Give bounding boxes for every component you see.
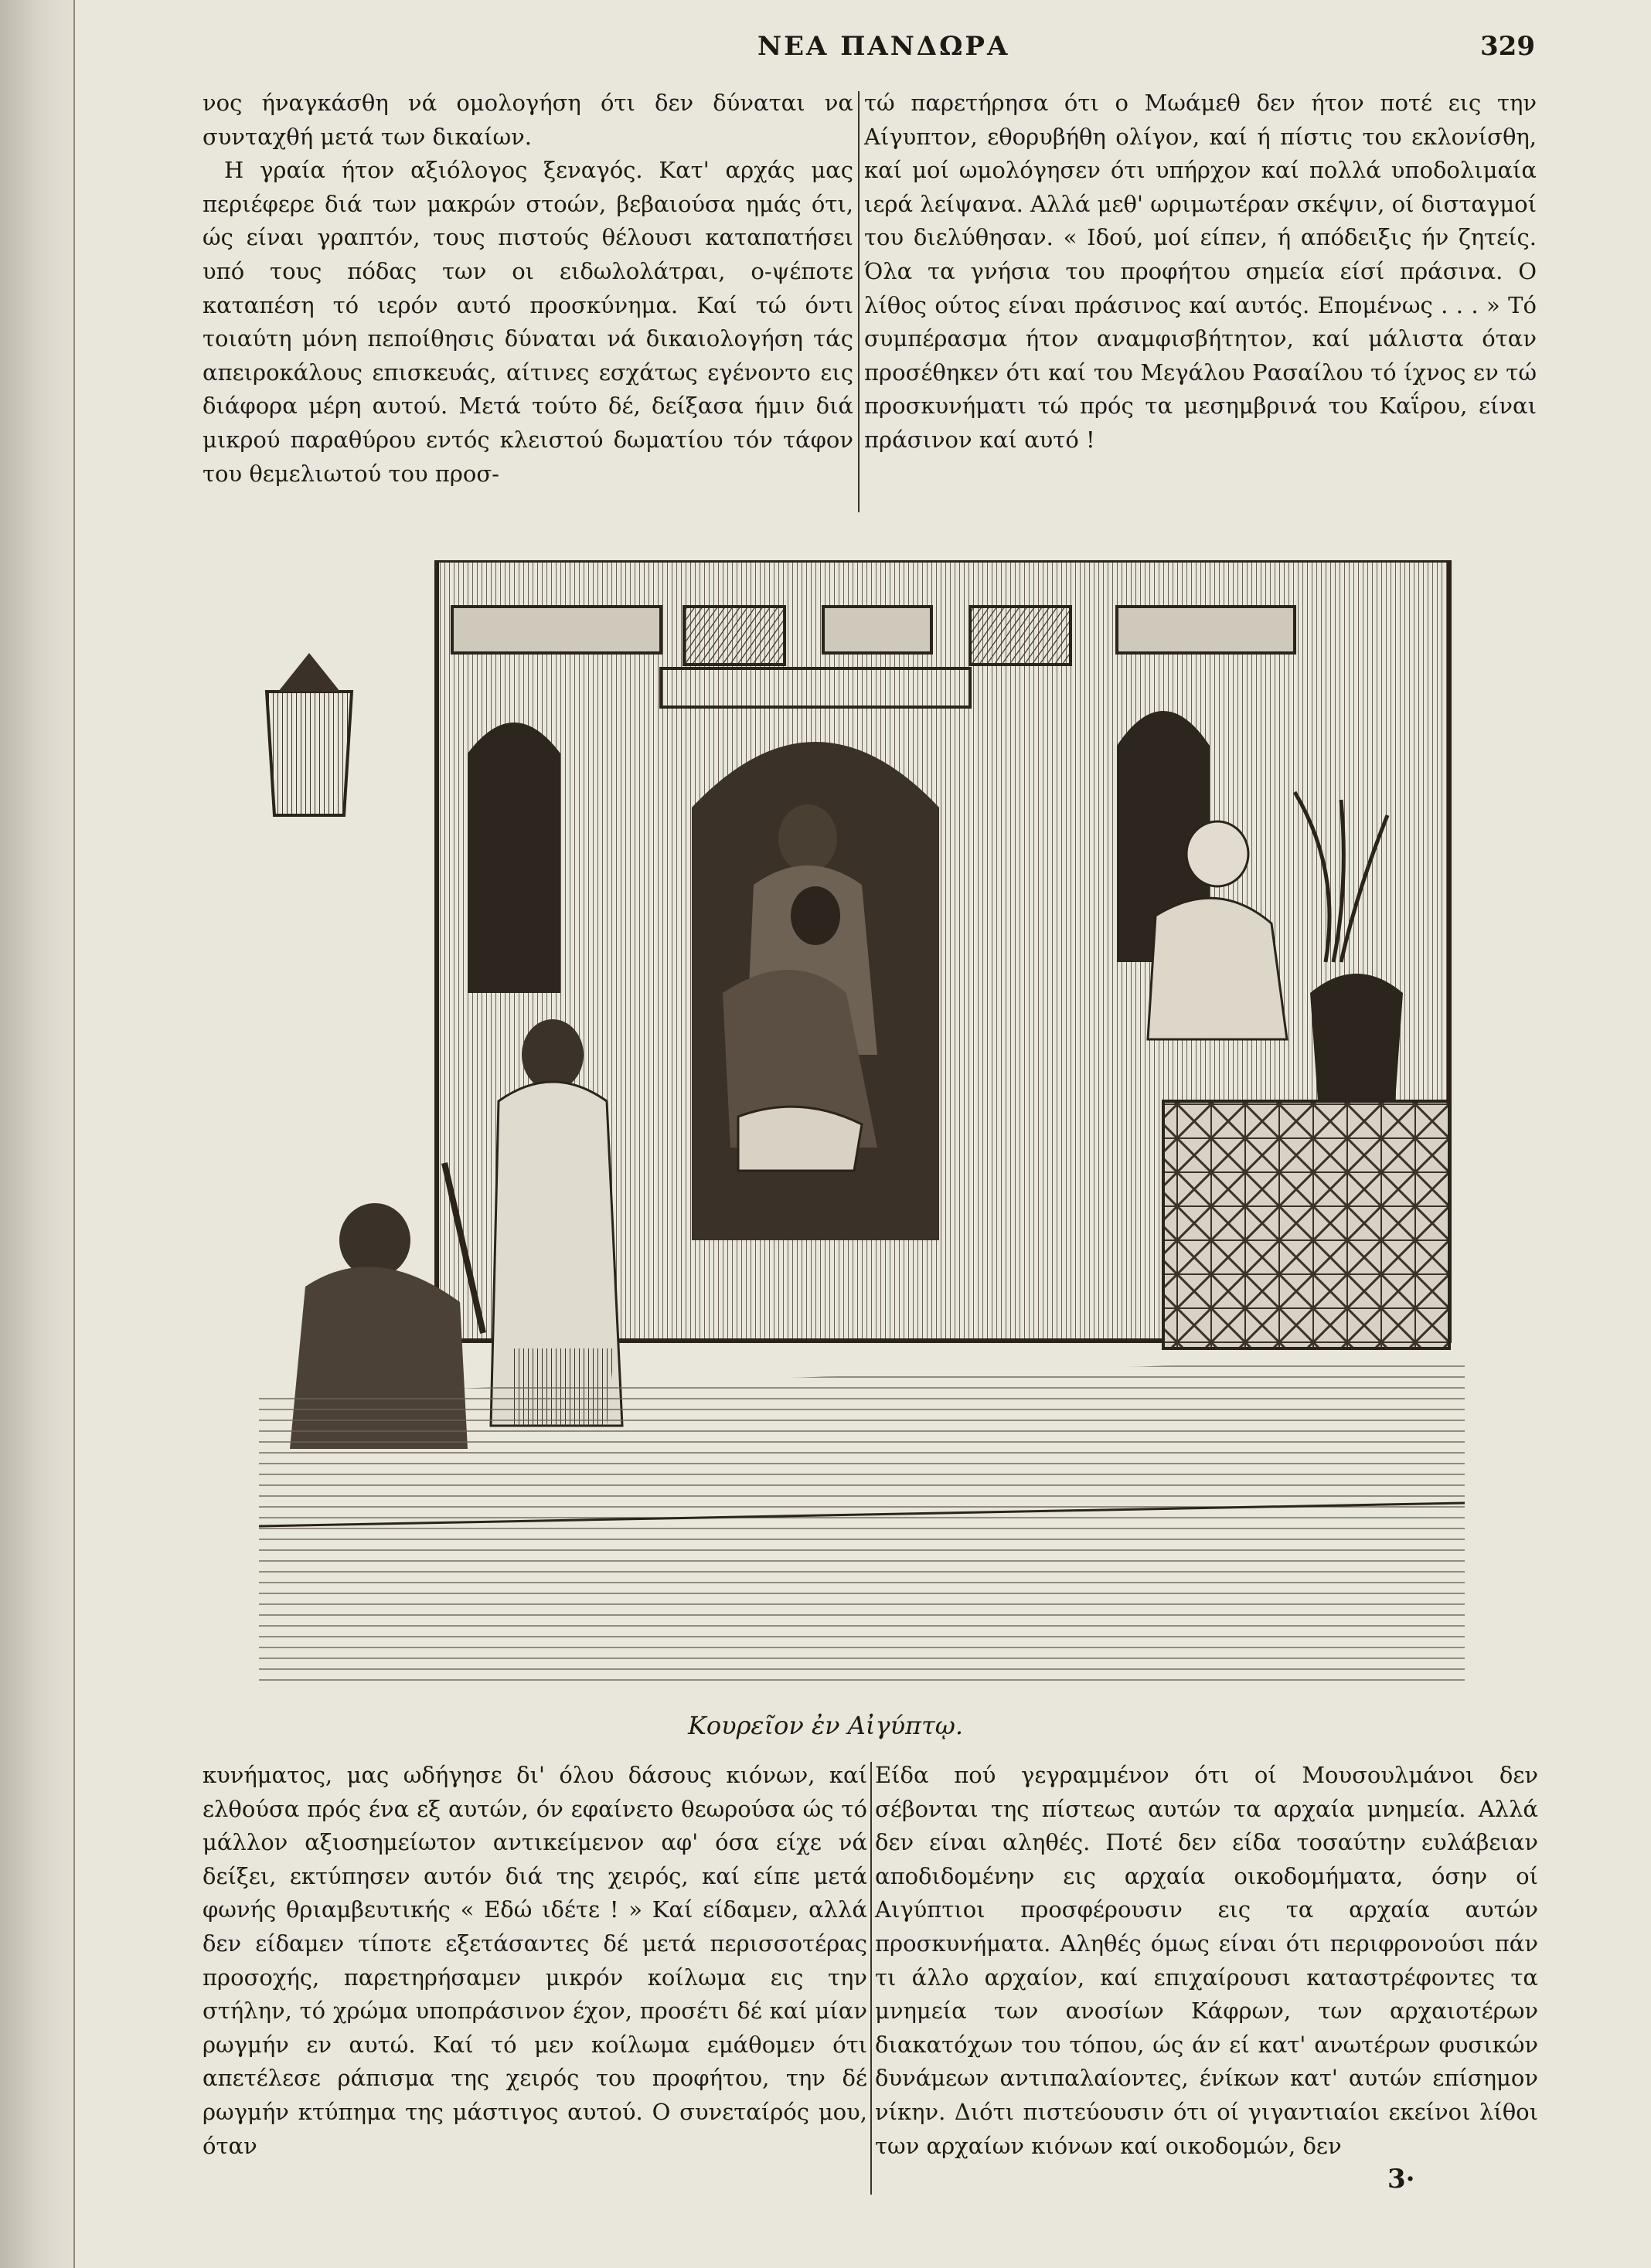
- top-left-column: [203, 87, 853, 491]
- paragraph: κυνήματος, μας ωδήγησε δι' όλου δάσους κιόνων, καί ελθούσα πρός ένα εξ αυτών, όν εφαίνετο θεωρούσα ώς τό μάλλον αξιοσημείωτον αντικείμενον αφ' όσα είχε νά δείξει, εκτύπησεν αυτόν διά της χειρός, καί είπε μετά φωνής θριαμβευτικής « Εδώ ιδέτε ! » Καί είδαμεν, αλλά δεν είδαμεν τίποτε εξετάσαντες δέ μετά περισσοτέρας προσοχής, παρετηρήσαμεν μικρόν κοίλωμα εις την στήλην, τό χρώμα υποπράσινον έχον, προσέτι δέ καί μίαν ρωγμήν εν αυτώ. Καί τό μεν κοίλωμα εμάθομεν ότι απετέλεσε ράπισμα της χειρός του προφήτου, την δέ ρωγμήν κτύπημα της μάστιγος αυτού. Ο συνεταίρός μου, όταν: [203, 1762, 867, 2159]
- bottom-left-column: [203, 1759, 867, 2163]
- book-gutter: [0, 0, 75, 2268]
- paragraph: Είδα πού γεγραμμένον ότι οί Μουσουλμάνοι δεν σέβονται της πίστεως αυτών τα αρχαία μνημεία. Αλλά δεν είναι αληθές. Ποτέ δεν είδα τοσαύτην ευλάβειαν αποδιδομένην εις αρχαία οικοδομήματα, όσην οί Αιγύπτιοι προσφέρουσιν εις τα αρχαία αυτών προσκυνήματα. Αληθές όμως είναι ότι περιφρονούσι πάν τι άλλο αρχαίον, καί επιχαίρουσι καταστρέφοντες τα μνημεία των ανοσίων Κάφρων, των αρχαιοτέρων διακατόχων του τόπου, ώς άν εί κατ' ανωτέρων φυσικών δυνάμεων αντιπαλαίοντες, ένίκων κατ' αυτών επίσημον νίκην. Διότι πιστεύουσιν ότι οί γιγαντιαίοι εκείνοι λίθοι των αρχαίων κιόνων καί οικοδομών, δεν: [875, 1762, 1538, 2159]
- hanging-cage-lantern: [267, 653, 352, 815]
- street-floor: [259, 1356, 1465, 1688]
- column-rule: [870, 1762, 872, 2195]
- paragraph: τώ παρετήρησα ότι ο Μωάμεθ δεν ήτον ποτέ εις την Αίγυπτον, εθορυβήθη ολίγον, καί ή πίστις του εκλονίσθη, καί μοί ωμολόγησεν ότι υπήρχον καί πολλά υποδολιμαία ιερά λείψανα. Αλλά μεθ' ωριμωτέραν σκέψιν, οί δισταγμοί του διελύθησαν. « Ιδού, μοί είπεν, ή απόδειξις ήν ζητείς. Όλα τα γνήσια του προφήτου σημεία είσί πράσινα. Ο λίθος ούτος είναι πράσινος καί αυτός. Επομένως . . . » Τό συμπέρασμα ήτον αναμφισβήτητον, καί μάλιστα όταν προσέθηκεν ότι καί του Μεγάλου Ρασαίλου τό ίχνος εν τώ προσκυνήματι τώ πρός τα μεσημβρινά του Καΐρου, είναι πράσινον καί αυτό !: [864, 90, 1537, 453]
- latticed-bench: [1163, 1101, 1449, 1348]
- page-number: 329: [1480, 31, 1535, 62]
- left-arched-niche: [468, 723, 560, 993]
- paragraph: νος ήναγκάσθη νά ομολογήση ότι δεν δύναται να συνταχθή μετά των δικαίων.: [203, 90, 853, 150]
- running-title: ΝΕΑ ΠΑΝΔΩΡΑ: [757, 31, 1010, 62]
- column-rule: [858, 91, 860, 512]
- paragraph: Η γραία ήτον αξιόλογος ξεναγός. Κατ' αρχάς μας περιέφερε διά των μακρών στοών, βεβαιούσα ημάς ότι, ώς είναι γραπτόν, τους πιστούς θέλουσι καταπατήσει υπό τους πόδας των οι ειδωλολάτραι, ο-ψέποτε καταπέση τό ιερόν αυτό προσκύνημα. Καί τώ όντι τοιαύτη μόνη πεποίθησις δύναται νά δικαιολογήση τάς απειροκάλους επισκευάς, αίτινες εσχάτως εγένοντο εις διάφορα μέρη αυτού. Μετά τούτο δέ, δείξασα ήμιν διά μικρού παραθύρου εντός κλειστού δωματίου τόν τάφον του θεμελιωτού του προσ-: [203, 157, 853, 487]
- illustration-caption: Κουρεῖον ἐν Αἰγύπτῳ.: [687, 1711, 964, 1740]
- signature-mark: 3·: [1387, 2164, 1415, 2195]
- top-right-column: [864, 87, 1537, 457]
- engraving-illustration: [259, 560, 1465, 1688]
- bottom-right-column: [875, 1759, 1538, 2163]
- running-head: [0, 31, 1651, 62]
